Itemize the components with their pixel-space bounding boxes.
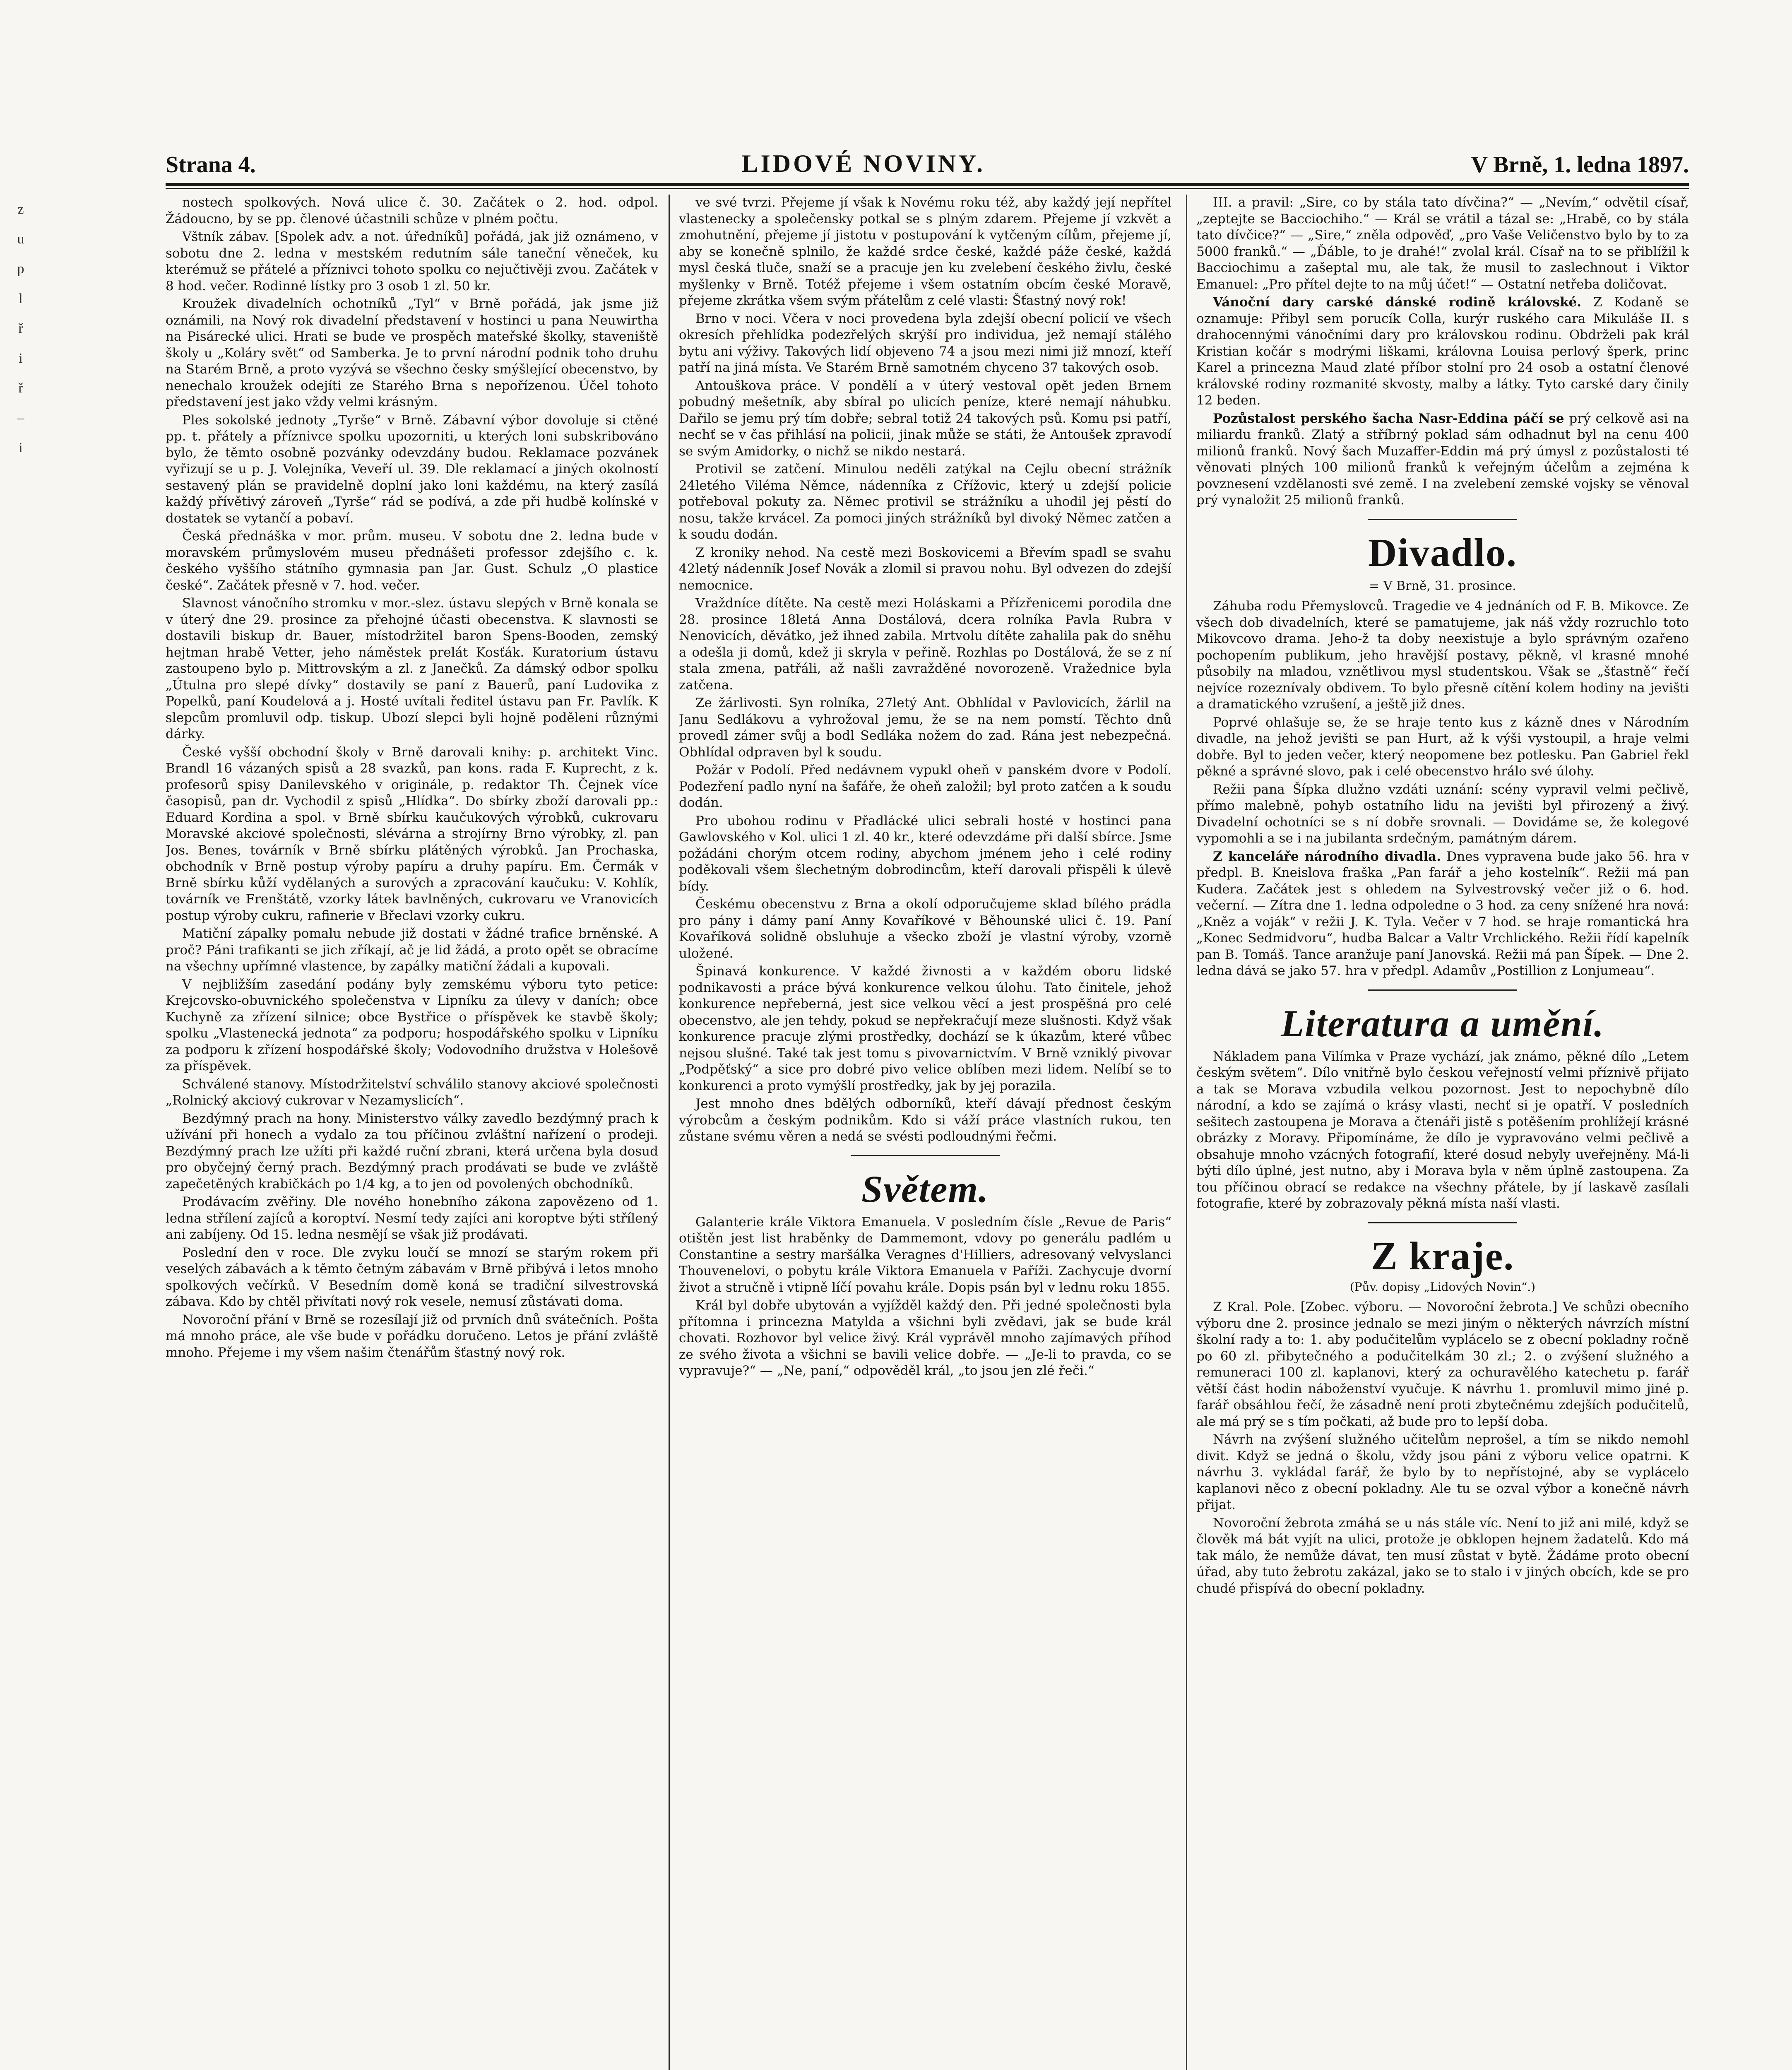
newspaper-page: [166, 137, 1689, 2070]
section-dateline: = V Brně, 31. prosince.: [1369, 578, 1516, 593]
margin-mark: ř: [18, 321, 23, 336]
article-paragraph: Nákladem pana Vilímka v Praze vychází, jak známo, pěkné dílo „Letem českým světem“. Dílo vnitřně bylo českou veřejností velmi příznivě přijato a tak se Morava vzbudila velkou pozornost. Jest to nepochybně dílo národní, a kdo se zajímá o krásy vlasti, nechť si je opatří. V posledních sešitech zastoupena je Morava a čtenáři jistě s potěšením prohlížejí krásné obrázky z Moravy. Připomínáme, že dílo je vypravováno velmi pečlivě a obsahuje mnoho vzácných fotografií, které dosud nebyly uveřejněny. Má-li býti dílo úplné, jest nutno, aby i Morava byla v něm úplně zastoupena. Za tou příčinou obrací se redakce na všechny přátele, by jí laskavě zasílali fotografie, které by zobrazovaly pěkná místa naší vlasti.: [1196, 1049, 1689, 1211]
margin-mark: z: [17, 202, 24, 217]
article-paragraph: Českému obecenstvu z Brna a okolí odporučujeme sklad bílého prádla pro pány i dámy paní Anny Kovaříkové v Běhounské ulici č. 19. Paní Kovaříková solidně obsluhuje a všecko zboží je vlastní výroby, vzorně uložené.: [679, 897, 1171, 961]
article-paragraph: Záhuba rodu Přemyslovců. Tragedie ve 4 jednáních od F. B. Mikovce. Ze všech dob divadelních, které se pamatujeme, jak náš vždy rozruchlo toto Mikovcovo drama. Jeho-ž ta doby neexistuje a bylo správným ozařeno pochopením publikum, jeho hravější postavy, pěkně, vl krasné mnohé působily na mladou, vznětlivou mysl studentskou. Však se „šťastně“ řečí nejvíce rozeznívaly obdivem. To bylo přesně cítění kolem hodiny na jevišti a dramatického vzrušení, a ještě již dnes.: [1196, 599, 1689, 712]
header-rule-thin: [166, 188, 1689, 189]
article-paragraph: Poslední den v roce. Dle zvyku loučí se mnozí se starým rokem při veselých zábavách a k těmto četným zábavám v Brně přibývá i letos mnoho spolkových večírků. V Besedním domě koná se tradiční silvestrovská zábava. Kdo by chtěl přivítati nový rok vesele, nemusí zůstávati doma.: [166, 1245, 658, 1309]
article-paragraph: Jest mnoho dnes bdělých odborníků, kteří dávají přednost českým výrobcům a českým podnikům. Kdo si váží práce vlastních rukou, ten zůstane svému věren a nedá se svésti podloudnými řečmi.: [679, 1096, 1171, 1144]
article-paragraph: Režii pana Šípka dlužno vzdáti uznání: scény vypravil velmi pečlivě, přímo malebně, pohyb ostatního lidu na jevišti byl přirozený a živý. Divadelní ochotníci se s ní dobře srovnali. — Dovidáme se, že kolegové vypomohli a se i na jubilanta srdečným, památným dárem.: [1196, 782, 1689, 846]
article-paragraph: České vyšší obchodní školy v Brně darovali knihy: p. architekt Vinc. Brandl 16 vázaných spisů a 28 svazků, pan kons. rada F. Kuprecht, z k. profesorů spisy Danilevského v originále, p. redaktor Th. Čejnek více časopisů, pan dr. Vychodil z spisů „Hlídka“. Do sbírky zboží darovali pp.: Eduard Kordina a spol. v Brně sbírku kaučukových výrobků, cukrovaru Moravské akciové společnosti, slévárna a strojírny Brno výrobky, zl. pan Jos. Benes, továrník v Brně sbírku plátěných výrobků. Jan Prochaska, obchodník v Brně postup výroby papíru a druhy papíru. Em. Čermák v Brně sbírku kůží vydělaných a surových a zpracování kaučuku: V. Kohlík, továrník ve Frenštátě, vzorky látek bavlněných, cukrovaru ve Vranovicích postup výroby cukru, rafinerie v Břeclavi vzorky cukru.: [166, 744, 658, 923]
section-divider: [1368, 1222, 1517, 1223]
margin-mark: i: [19, 351, 23, 366]
margin-mark: l: [19, 291, 23, 306]
article-paragraph: Antouškova práce. V pondělí a v úterý vestoval opět jeden Brnem pobudný mešetník, aby sbíral po ulicích peníze, které nemají náhubku. Dařilo se jemu prý tím dobře; sebral totiž 24 takových psů. Komu psi patří, nechť se v čas přihlásí na policii, jinak může se státi, že Antoušek zpravodí se svým Amidorky, o nichž se nikdo nestará.: [679, 378, 1171, 459]
article-paragraph: Matiční zápalky pomalu nebude již dostati v žádné trafice brněnské. A proč? Páni trafikanti se jich zříkají, ač je lid žádá, a proto opět se obracíme na všechny upřímné vlastence, by zapálky matiční žádali a kupovali.: [166, 926, 658, 974]
article-text: Z Kodaně se oznamuje: Přibyl sem porucík Colla, kurýr ruského cara Mikuláše II. s drahocennými vánočními dary pro královskou rodinu. Obdrželi pak král Kristian kočár s modrými liškami, královna Louisa perlový šperk, princ Karel a princezna Maud zlaté příbor stolní pro 24 osob a ostatní členové královské rodiny rozmanité skvosty, malby a látky. Tyto carské dary činily 12 beden.: [1196, 295, 1689, 408]
article-paragraph: III. a pravil: „Sire, co by stála tato dívčina?“ — „Nevím,“ odvětil císař, „zeptejte se Bacciochiho.“ — Král se vrátil a tázal se: „Hrabě, co by stála tato dívčice?“ — „Sire,“ zněla odpověď, „pro Vaše Veličenstvo bylo by to za 5000 franků.“ — „Ďáble, to je drahé!“ zvolal král. Císař na to se přiblížil k Bacciochimu a zašeptal mu, ale tak, že musil to zaslechnout i Viktor Emanuel: „Pro přítel dejte to na můj účet!“ — Ostatní netřeba doličovat.: [1196, 195, 1689, 292]
article-paragraph: Novoroční žebrota zmáhá se u nás stále víc. Není to již ani milé, když se člověk má bát vyjít na ulici, protože je obklopen hejnem žadatelů. Kdo má tak málo, že nemůže dávat, ten musí zůstat v bytě. Žádáme proto obecní úřad, aby tuto žebrotu zakázal, jako se to stalo i v jiných obcích, kde se pro chudé přispívá do obecní pokladny.: [1196, 1515, 1689, 1596]
section-heading-z-kraje: Z kraje.: [1371, 1233, 1515, 1278]
section-heading-svetem: Světem.: [861, 1167, 989, 1210]
margin-mark: i: [19, 440, 23, 455]
margin-mark: u: [17, 231, 24, 247]
page-header: [166, 145, 1689, 178]
section-heading-literatura: Literatura a umění.: [1281, 1002, 1604, 1045]
header-rule: [166, 183, 1689, 186]
article-paragraph: Bezdýmný prach na hony. Ministerstvo války zavedlo bezdýmný prach k užívání při honech a vydalo za tou příčinou zvláštní nařízení o prodeji. Bezdýmný prach lze užíti při každé ruční zbrani, která určena byla dosud pro obyčejný černý prach. Bezdýmný prach prodávati se bude ve zvláště zapečetěných krabičkách po 1/4 kg, a to jen od povolených obchodníků.: [166, 1111, 658, 1191]
dateline: V Brně, 1. ledna 1897.: [1471, 152, 1689, 178]
article-paragraph: Vraždníce dítěte. Na cestě mezi Holáskami a Přízřenicemi porodila dne 28. prosince 18letá Anna Dostálová, dcera rolníka Pavla Rubra v Nenovicích, děvátko, jež ihned zabila. Mrtvolu dítěte zahalila pak do sněhu a odešla ji domů, kdež ji skryla v peřině. Rozhlas po Dostálová, že se z ní stala zmena, patřáli, až našli zavražděné novorozeně. Vražednice byla zatčena.: [679, 596, 1171, 693]
article-paragraph: [1196, 294, 1689, 409]
article-paragraph: Brno v noci. Včera v noci provedena byla zdejší obecní policií ve všech okresích přehlídka podezřelých skrýší pro individua, jež nemají stálého bytu ani výživy. Takových lidí objeveno 74 a jsou mezi nimi již mnozí, kteří patří na jiná místa. Ve Starém Brně samotném chyceno 37 takových osob.: [679, 311, 1171, 375]
article-paragraph: Požár v Podolí. Před nedávnem vypukl oheň v panském dvore v Podolí. Podezření padlo nyní na šafáře, že oheň založil; byl proto zatčen a k soudu dodán.: [679, 763, 1171, 810]
article-paragraph: Vštník zábav. [Spolek adv. a not. úředníků] pořádá, jak již oznámeno, v sobotu dne 2. ledna v mestském redutním sále taneční věneček, ku kterémuž se přátelé a příznivci tohoto spolku co nejučtivěji zvou. Začátek v 8 hod. večer. Rodinné lístky pro 3 osob 1 zl. 50 kr.: [166, 229, 658, 294]
margin-mark: –: [17, 410, 24, 426]
article-paragraph: Král byl dobře ubytován a vyjížděl každý den. Při jedné společnosti byla přítomna i princezna Matylda a všichni byli zvědavi, jak se bude král chovati. Rozhovor byl velice živý. Král vyprávěl mnoho zajímavých příhod ze svého života a všichni se bavili velice dobře. — „Je-li to pravda, co se vypravuje?“ — „Ne, paní,“ odpověděl král, „to jsou jen zlé řeči.“: [679, 1298, 1171, 1378]
section-heading-divadlo: Divadlo.: [1368, 530, 1518, 575]
masthead-title: LIDOVÉ NOVINY.: [741, 150, 985, 177]
column-divider: [669, 195, 670, 2070]
article-paragraph: [1196, 411, 1689, 509]
article-paragraph: Protivil se zatčení. Minulou neděli zatýkal na Cejlu obecní strážník 24letého Viléma Němce, nádenníka z Cřížovic, který u zdejší policie potřeboval pokuty za. Němec protivil se strážníku a uhodil jej pěstí do nosu, takže krvácel. Za pomoci jiných strážníků byl divoký Němec zatčen a k soudu dodán.: [679, 462, 1171, 542]
article-paragraph: Novoroční přání v Brně se rozesílají již od prvních dnů svátečních. Pošta má mnoho práce, ale vše bude v pořádku doručeno. Letos je přání zvláště mnoho. Přejeme i my všem našim čtenářům šťastný nový rok.: [166, 1312, 658, 1360]
article-paragraph: Schválené stanovy. Místodržitelství schválilo stanovy akciové společnosti „Rolnický akciový cukrovar v Nezamyslicích“.: [166, 1076, 658, 1108]
article-paragraph: [1196, 849, 1689, 980]
article-paragraph: Návrh na zvýšení služného učitelům neprošel, a tím se nikdo nemohl divit. Když se jedná o školu, vždy jsou páni z výboru velice opatrni. K návrhu 3. vykládal farář, že bylo by to nepřístojné, aby se vyplácelo kaplanovi něco z obecní pokladny. Ale tu se ozval výbor a konečně návrh přijat.: [1196, 1432, 1689, 1512]
article-paragraph: Galanterie krále Viktora Emanuela. V posledním čísle „Revue de Paris“ otištěn jest list hraběnky de Dammemont, vdovy po generálu padlém u Constantine a sestry maršálka Veragnes d'Hilliers, adresovaný velvyslanci Thouvenelovi, o pobytu krále Viktora Emanuela v Paříži. Zachycuje dvorní život a stručně i vtipně líčí povahu krále. Dopis psán byl v lednu roku 1855.: [679, 1214, 1171, 1295]
column-divider: [1186, 195, 1187, 2070]
article-paragraph: Z kroniky nehod. Na cestě mezi Boskovicemi a Břevím spadl se svahu 42letý nádenník Josef Novák a zlomil si pravou nohu. Byl odvezen do zdejší nemocnice.: [679, 545, 1171, 593]
article-paragraph: Kroužek divadelních ochotníků „Tyl“ v Brně pořádá, jak jsme již oznámili, na Nový rok divadelní představení v hostinci u pana Neuwirtha na Pisárecké ulici. Hrati se bude ve prospěch mateřské školky, staveniště školy u „Koláry svět“ od Samberka. Je to první národní podnik toho druhu na Starém Brně, a proto vyzývá se všechno česky smýšlející obecenstvo, by nenechalo kroužek odejíti ze Starého Brna s nepořízenou. Účel tohoto představení jest jako vždy velmi krásným.: [166, 296, 658, 409]
article-paragraph: Pro ubohou rodinu v Přadlácké ulici sebrali hosté v hostinci pana Gawlovského v Kol. ulici 1 zl. 40 kr., které odevzdáme při další sbírce. Jsme požádáni chorým otcem rodiny, abychom jménem jeho i celé rodiny poděkovali všem šlechetným dobrodincům, kteří darovali přispěli k úlevě bídy.: [679, 813, 1171, 894]
section-subheading: (Pův. dopisy „Lidových Novin“.): [1349, 1280, 1536, 1294]
article-title: Pozůstalost perského šacha Nasr-Eddina páčí se: [1213, 411, 1564, 426]
article-paragraph: V nejbližším zasedání podány byly zemskému výboru tyto petice: Krejcovsko-obuvnického společenstva v Lipníku za úlevy v daních; obce Kuchyně za zřízení silnice; obce Bystřice o příspěvek ke stavbě školy; spolku „Vlastenecká jednota“ za podporu; hospodářského spolku v Lipníku za podporu k zřízení hospodářské školy; Vodovodního družstva v Holešově za příspěvek.: [166, 977, 658, 1074]
article-title: Vánoční dary carské dánské rodině královské.: [1213, 295, 1582, 310]
page-number: Strana 4.: [166, 152, 256, 178]
article-paragraph: nostech spolkových. Nová ulice č. 30. Začátek o 2. hod. odpol. Žádoucno, by se pp. členové účastnili schůze v plném počtu.: [166, 195, 658, 226]
article-paragraph: Prodávacím zvěřiny. Dle nového honebního zákona zapovězeno od 1. ledna střílení zajíců a koroptví. Nesmí tedy zajíci ani koroptve býti střílený ani zabíjeny. Od 15. ledna nesmějí se však již prodávati.: [166, 1194, 658, 1242]
margin-mark: p: [17, 261, 24, 277]
article-text: prý celkově asi na miliardu franků. Zlatý a stříbrný poklad sám odhadnut byl na cenu 400 milionů franků. Nový šach Muzaffer-Eddin má prý úmysl z pozůstalosti té věnovati plných 100 milionů franků k veřejným účelům a zejména k povznesení vzdělanosti své země. I na zvelebení zemské vojsky se věnoval prý vynaložit 25 milionů franků.: [1196, 411, 1689, 508]
column-3: [1196, 195, 1689, 2070]
section-divider: [851, 1155, 1000, 1156]
article-paragraph: Česká přednáška v mor. prům. museu. V sobotu dne 2. ledna bude v moravském průmyslovém museu přednášeti professor zdejšího c. k. českého vyššího státního gymnasia pan Jar. Gust. Schulz „O plastice české“. Začátek přesně v 7. hod. večer.: [166, 529, 658, 593]
margin-annotations: [12, 195, 29, 463]
article-paragraph: Slavnost vánočního stromku v mor.-slez. ústavu slepých v Brně konala se v úterý dne 29. prosince za přehojné účasti obecenstva. K slavnosti se dostavili biskup dr. Bauer, místodržitel baron Spens-Booden, zemský hejtman hrabě Vetter, jeho náměstek prelát Kosťák. Kuratorium ústavu zastoupeno bylo p. Mittrovským a zl. z Janečků. Za dámský odbor spolku „Útulna pro slepé dívky“ dostavily se paní z Bauerů, paní Ludovika z Popelků, paní Koudelová a j. Hosté uvítali ředitel ústavu pan Fr. Pavlík. K slepcům promluvil odp. tiskup. Ubozí slepci byli hojně poděleni různými dárky.: [166, 596, 658, 741]
column-2: [679, 195, 1171, 2070]
article-paragraph: Ples sokolské jednoty „Tyrše“ v Brně. Zábavní výbor dovoluje si ctěné pp. t. přátely a příznivce spolku upozorniti, u kterých loni subskribováno bylo, že těmto osobně pozvánky odevzdány budou. Reklamace pozvánek vyřizují se u p. J. Volejníka, Veveří ul. 39. Dle reklamací a jiných okolností sestavený plán se pravidelně doplní jako loni každému, na který zasílá každý přívětivý zároveň „Tyrše“ rád se podívá, a zde při hudbě kolínské v dostatek se vytančí a pobaví.: [166, 412, 658, 526]
article-title: Z kanceláře národního divadla.: [1213, 849, 1441, 864]
section-divider: [1368, 989, 1517, 991]
section-divider: [1368, 519, 1517, 520]
article-paragraph: ve své tvrzi. Přejeme jí však k Novému roku též, aby každý její nepřítel vlastenecky a společensky potkal se s plným zdarem. Přejeme jí vzkvět a zmohutnění, přejeme jí jistotu v postupování k vytčeným cílům, přejeme jí, aby se konečně splnilo, že každé srdce české, každé páže české, každá mysl česká tluče, snaží se a pracuje jen ku zvelebení českého živlu, české myšlenky v Brně. Totéž přejeme i všem ostatním obcím české Moravě, přejeme zkrátka všem svým přátelům z celé vlasti: Šťastný nový rok!: [679, 195, 1171, 308]
article-text: Dnes vypravena bude jako 56. hra v předpl. B. Kneislova fraška „Pan farář a jeho kostelník“. Režii má pan Kudera. Začátek jest s ohledem na Sylvestrovský večer již o 6. hod. večerní. — Zítra dne 1. ledna odpoledne o 3 hod. za ceny snížené hra nová: „Kněz a voják“ v režii J. K. Tyla. Večer v 7 hod. se hraje romantická hra „Konec Sedmidvoru“, hudba Balcar a Valtr Vrchlického. Režii řídí kapelník pan B. Tomáš. Tance aranžuje paní Janovská. Režii má pan Šípek. — Dne 2. ledna dává se jako 57. hra v předpl. Adamův „Postillion z Lonjumeau“.: [1196, 849, 1689, 978]
article-paragraph: Špinavá konkurence. V každé živnosti a v každém oboru lidské podnikavosti a práce bývá konkurence velkou úlohu. Tato činitele, jehož konkurence nepřeberná, jest sice velkou věcí a jest prospěšná pro celé obecenstvo, ale jen tehdy, pokud se nepřekračují meze slušnosti. Když však konkurence pracuje zlými prostředky, dochází se k úkazům, které vůbec nejsou slušné. Také tak jest tomu s pivovarnictvím. V Brně vzniklý pivovar „Podpěťský“ a sice pro dobré pivo velice oblíben mezi lidem. Nelíbí se to konkurenci a proto vymýšlí prostředky, jak by jej porazila.: [679, 964, 1171, 1093]
margin-mark: ř: [18, 380, 23, 396]
article-paragraph: Ze žárlivosti. Syn rolníka, 27letý Ant. Obhlídal v Pavlovicích, žárlil na Janu Sedlákovu a vyhrožoval jemu, že se na nem pomstí. Těchto dnů provedl zámer svůj a bodl Sedláka nožem do zad. Rána jest nebezpečná. Obhlídal odpraven byl k soudu.: [679, 696, 1171, 760]
article-paragraph: Poprvé ohlašuje se, že se hraje tento kus z kázně dnes v Národním divadle, na jehož jevišti se pan Hurt, až k výši vystoupil, a hraje velmi dobře. Byl to jeden večer, který neopomene bez potlesku. Pan Gabriel řekl pěkné a správné slovo, pak i celé obecenstvo hrálo své úlohy.: [1196, 715, 1689, 779]
article-paragraph: Z Kral. Pole. [Zobec. výboru. — Novoroční žebrota.] Ve schůzi obecního výboru dne 2. prosince jednalo se mezi jiným o některých návrzích místní školní rady a to: 1. aby podučitelům vyplácelo se z obecní pokladny ročně po 60 zl. přibytečného a podučitelkám 30 zl.; 2. o zvýšení služného a remuneraci 100 zl. kaplanovi, který za ochuravělého katechetu p. farář větší část hodin náboženství vyučuje. K návrhu 1. promluvil mimo jiné p. farář obsáhlou řečí, že zásadně není proti zbytečnému zdejších podučitelů, ale má prý se s tím počkati, až bude pro to lepší doba.: [1196, 1300, 1689, 1429]
column-1: [166, 195, 658, 2070]
